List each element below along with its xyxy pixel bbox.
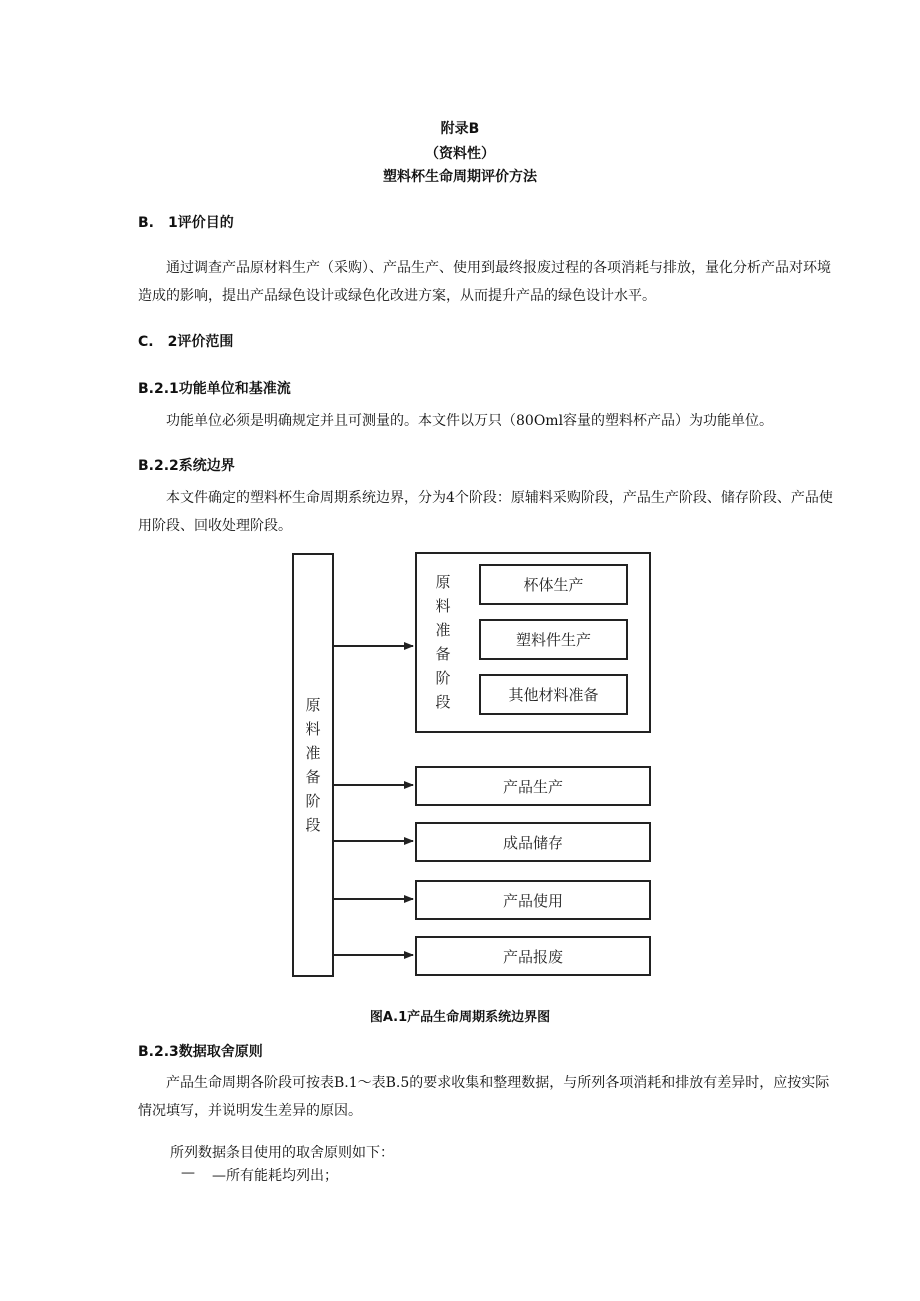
stage-label-disposal: 产品报废 [502, 947, 563, 966]
section-c2-heading: C. 2评价范围 [138, 334, 234, 350]
material-group-label: 原料准备阶段 [435, 573, 451, 711]
section-b22-heading: B.2.2系统边界 [138, 458, 235, 474]
section-b21-text [138, 407, 838, 435]
section-b1-text [138, 254, 838, 310]
section-b22-paragraph: 本文件确定的塑料杯生命周期系统边界，分为4个阶段：原辅料采购阶段，产品生产阶段、储存阶段、产品使用阶段、回收处理阶段。 [138, 490, 833, 534]
stage-label-storage: 成品储存 [502, 833, 563, 852]
appendix-label: 附录B [440, 121, 480, 137]
bullet-item-1: —所有能耗均列出； [212, 1168, 338, 1184]
stage-label-use: 产品使用 [502, 891, 563, 910]
section-b21-paragraph: 功能单位必须是明确规定并且可测量的。本文件以万只（80Oml容量的塑料杯产品）为功能单位。 [166, 413, 774, 429]
figure-caption: 图A.1产品生命周期系统边界图 [369, 1010, 551, 1025]
section-b23-intro: 所列数据条目使用的取舍原则如下： [170, 1145, 394, 1161]
appendix-title: 塑料杯生命周期评价方法 [383, 169, 537, 185]
stage-label-production: 产品生产 [502, 777, 563, 796]
sub-item-label-3: 其他材料准备 [508, 686, 599, 704]
sub-item-label-2: 塑料件生产 [515, 631, 591, 649]
section-b23-heading: B.2.3数据取舍原则 [138, 1044, 263, 1060]
section-b22-text [138, 484, 838, 540]
bullet-dash: — [181, 1165, 195, 1181]
section-b23-text [138, 1069, 838, 1125]
left-stage-label: 原料准备阶段 [305, 696, 321, 834]
section-b1-paragraph: 通过调查产品原材料生产（采购）、产品生产、使用到最终报废过程的各项消耗与排放，量化分析产品对环境造成的影响，提出产品绿色设计或绿色化改进方案，从而提升产品的绿色设计水平。 [138, 260, 831, 304]
section-b23-paragraph: 产品生命周期各阶段可按表B.1～表B.5的要求收集和整理数据，与所列各项消耗和排放有差异时，应按实际情况填写，并说明发生差异的原因。 [138, 1075, 830, 1119]
appendix-nature: （资料性） [425, 146, 495, 162]
section-b21-heading: B.2.1功能单位和基准流 [138, 381, 291, 397]
section-b1-heading: B. 1评价目的 [138, 215, 234, 231]
sub-item-label-1: 杯体生产 [523, 576, 584, 594]
